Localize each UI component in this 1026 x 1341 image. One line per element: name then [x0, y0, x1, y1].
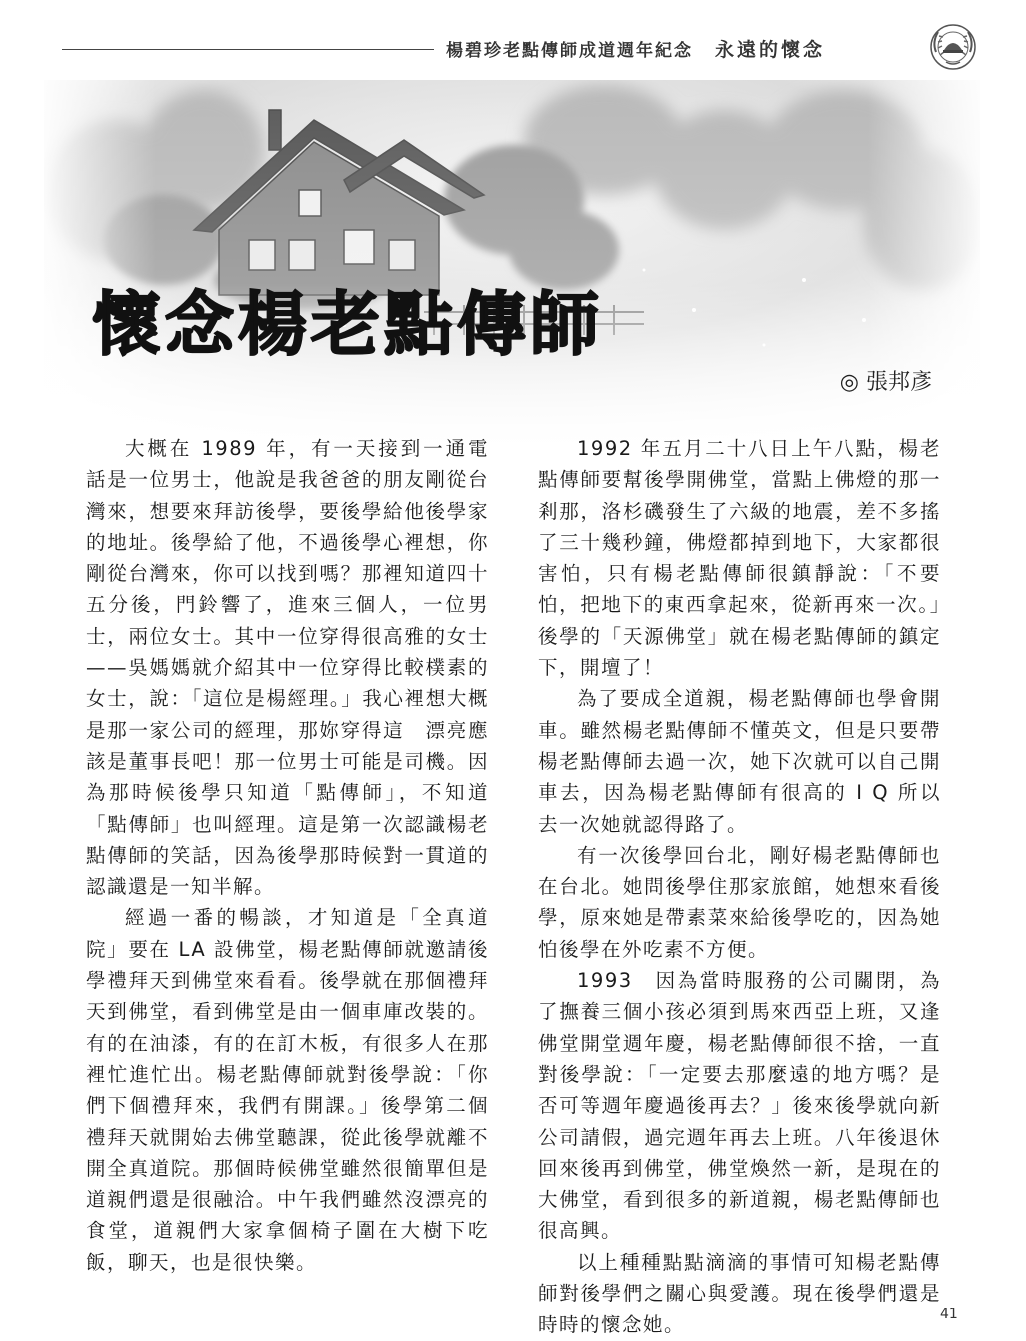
paragraph: 有一次後學回台北，剛好楊老點傳師也在台北。她問後學住那家旅館，她想來看後學，原來她是帶素菜來給後學吃的，因為她怕後學在外吃素不方便。	[538, 843, 941, 961]
temple-seal-emblem	[928, 22, 978, 72]
paragraph: 為了要成全道親，楊老點傳師也學會開車。雖然楊老點傳師不懂英文，但是只要帶楊老點傳師去過一次，她下次就可以自己開車去，因為楊老點傳師有很高的 I Q 所以去一次她就認得路了。	[538, 687, 941, 836]
header-column-title: 永遠的懷念	[715, 38, 826, 61]
left-column	[86, 433, 489, 1278]
paragraph: 經過一番的暢談，才知道是「全真道院」要在 LA 設佛堂，楊老點傳師就邀請後學禮拜天到佛堂來看看。後學就在那個禮拜天到佛堂，看到佛堂是由一個車庫改裝的。有的在油漆，有的在訂木板，有很多人在那裡忙進忙出。楊老點傳師就對後學說：「你們下個禮拜來，我們有開課。」後學第二個禮拜天就開始去佛堂聽課，從此後學就離不開全真道院。那個時候佛堂雖然很簡單但是道親們還是很融洽。中午我們雖然沒漂亮的食堂，道親們大家拿個椅子圍在大樹下吃飯，聊天，也是很快樂。	[86, 906, 489, 1274]
paragraph: 以上種種點點滴滴的事情可知楊老點傳師對後學們之關心與愛護。現在後學們還是時時的懷念她。	[538, 1250, 941, 1337]
right-column	[538, 433, 941, 1341]
paragraph: 1993 因為當時服務的公司關閉，為了撫養三個小孩必須到馬來西亞上班，又逢佛堂開堂週年慶，楊老點傳師很不捨，一直對後學說：「一定要去那麼遠的地方嗎？是否可等週年慶過後再去？」後來後學就向新公司請假，過完週年再去上班。八年後退休回來後再到佛堂，佛堂煥然一新，是現在的大佛堂，看到很多的新道親，楊老點傳師也很高興。	[538, 969, 941, 1243]
header-rule	[62, 49, 434, 50]
article-title: 懷念楊老點傳師	[92, 285, 603, 365]
page-number: 41	[940, 1308, 958, 1320]
running-header	[446, 34, 916, 62]
paragraph: 大概在 1989 年，有一天接到一通電話是一位男士，他說是我爸爸的朋友剛從台灣來，想要來拜訪後學，要後學給他後學家的地址。後學給了他，不過後學心裡想，你剛從台灣來，你可以找到嗎？那裡知道四十五分後，門鈴響了，進來三個人，一位男士，兩位女士。其中一位穿得很高雅的女士——吳媽媽就介紹其中一位穿得比較樸素的女士，說：「這位是楊經理。」我心裡想大概是那一家公司的經理，那妳穿得這 漂亮應該是董事長吧！那一位男士可能是司機。因為那時候後學只知道「點傳師」，不知道「點傳師」也叫經理。這是第一次認識楊老點傳師的笑話，因為後學那時候對一貫道的認識還是一知半解。	[86, 437, 489, 899]
header-series-title: 楊碧珍老點傳師成道週年紀念	[446, 40, 693, 61]
article-byline: ◎ 張邦彥	[839, 370, 932, 395]
paragraph: 1992 年五月二十八日上午八點，楊老點傳師要幫後學開佛堂，當點上佛燈的那一剎那，洛杉磯發生了六級的地震，差不多搖了三十幾秒鐘，佛燈都掉到地下，大家都很害怕，只有楊老點傳師很鎮靜說：「不要怕，把地下的東西拿起來，從新再來一次。」後學的「天源佛堂」就在楊老點傳師的鎮定下，開壇了！	[538, 437, 941, 680]
